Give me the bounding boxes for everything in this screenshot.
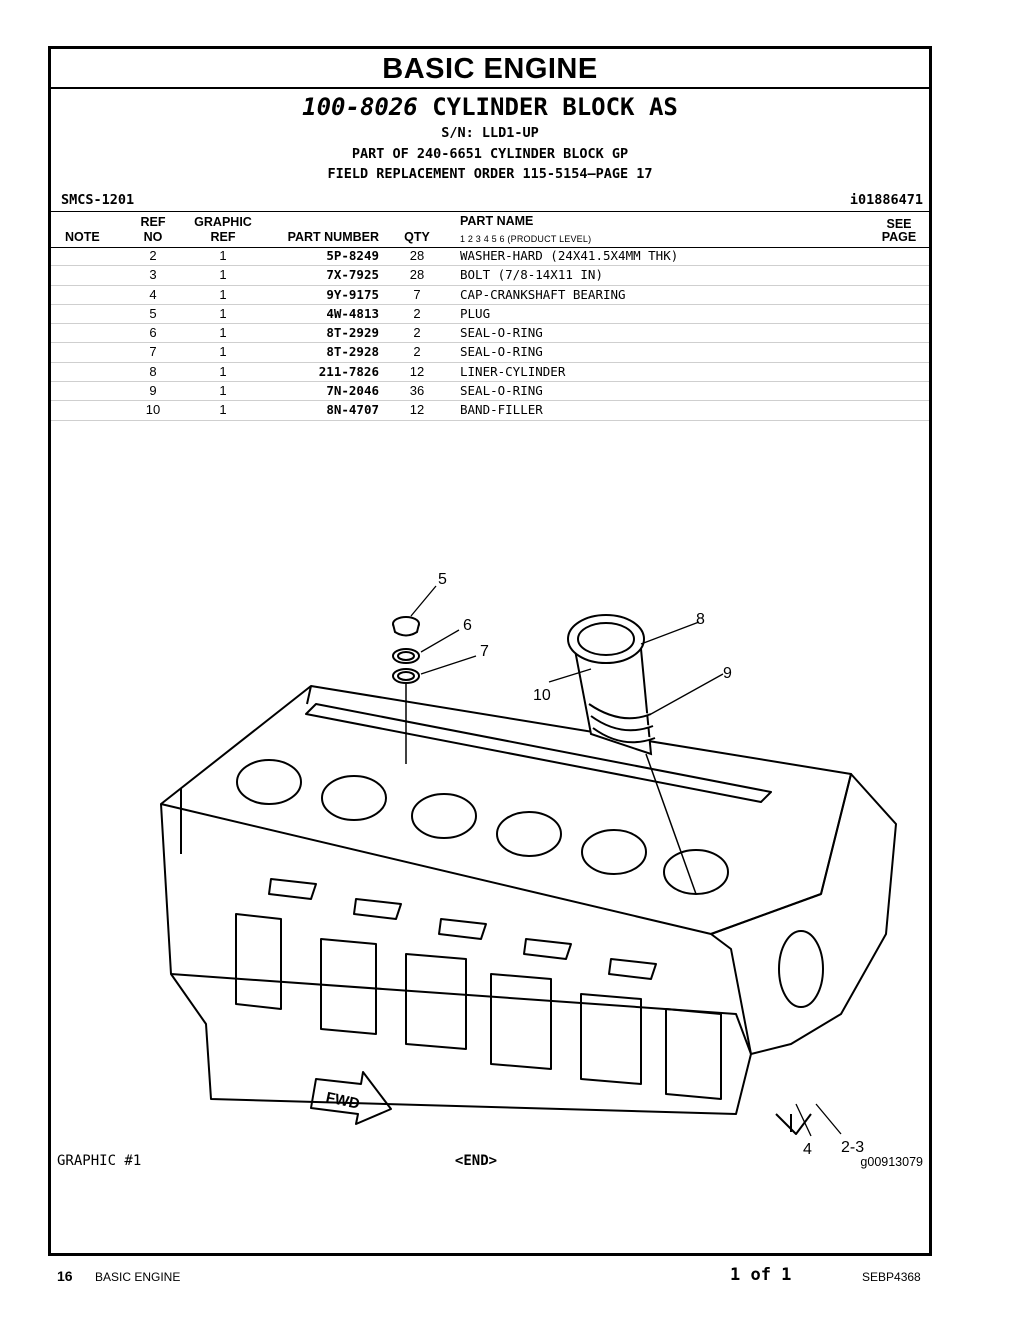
callout-10: 10 [533,687,551,704]
callout-9: 9 [723,665,732,682]
table-row [51,324,929,343]
graphic-label: GRAPHIC #1 [57,1153,142,1169]
part-heading [51,93,929,121]
quantity: 28 [409,267,425,283]
graphic-ref: 1 [219,267,227,283]
quantity: 36 [409,383,425,399]
col-ref-top: REF [140,215,166,229]
serial-number: S/N: LLD1-UP [441,125,539,141]
part-number: 4W-4813 [326,305,379,321]
col-graphic-bottom: REF [210,230,236,244]
table-row [51,401,929,420]
quantity: 2 [413,305,421,321]
callout-2-3: 2-3 [841,1139,865,1156]
section-title: BASIC ENGINE [51,49,929,89]
col-graphic-top: GRAPHIC [194,215,252,229]
part-number: 5P-8249 [326,248,379,263]
ref-no: 6 [149,325,157,341]
assembly-title: CYLINDER BLOCK AS [432,93,678,121]
block-top-deck [161,686,851,934]
callout-6: 6 [463,617,472,634]
part-name: PLUG [460,305,491,321]
product-level-scale: 1 2 3 4 5 6 (PRODUCT LEVEL) [460,234,592,244]
ref-no: 10 [145,402,161,418]
ref-no: 3 [149,267,157,283]
graphic-ref: 1 [219,325,227,341]
cylinder-block-drawing [151,554,911,1158]
parts-table [51,247,929,421]
header-divider [51,211,929,212]
cylinder-bore [412,794,476,838]
page-frame [48,46,932,1256]
part-of-group: PART OF 240-6651 CYLINDER BLOCK GP [351,146,629,162]
fwd-label: FWD [324,1089,362,1113]
cylinder-bore [664,850,728,894]
part-name: CAP-CRANKSHAFT BEARING [460,286,626,302]
col-qty: QTY [404,230,430,244]
part-name: BAND-FILLER [460,402,543,418]
table-row [51,343,929,362]
callout-4: 4 [803,1141,812,1158]
smcs-code: SMCS-1201 [61,192,135,208]
graphic-ref: 1 [219,363,227,379]
cylinder-bore [582,830,646,874]
part-name: SEAL-O-RING [460,344,543,360]
footer-page-number: 16 [57,1268,73,1284]
part-name: SEAL-O-RING [460,325,543,341]
callout-7: 7 [480,643,489,660]
cylinder-bore [497,812,561,856]
table-row [51,363,929,382]
part-name: LINER-CYLINDER [460,363,566,379]
ref-no: 5 [149,305,157,321]
ref-no: 9 [149,383,157,399]
part-number: 7X-7925 [326,267,379,283]
table-row [51,382,929,401]
graphic-ref: 1 [219,248,227,263]
table-row [51,266,929,285]
col-ref-bottom: NO [143,230,163,244]
graphic-ref: 1 [219,344,227,360]
part-number: 8T-2929 [326,325,379,341]
ref-no: 2 [149,248,157,263]
part-number: 211-7826 [318,363,379,379]
cylinder-bore [237,760,301,804]
part-number: 7N-2046 [326,383,379,399]
field-replacement-order: FIELD REPLACEMENT ORDER 115-5154—PAGE 17 [327,166,653,182]
col-part-number: PART NUMBER [287,230,379,244]
graphic-ref: 1 [219,286,227,302]
col-note: NOTE [65,230,100,244]
ref-no: 7 [149,344,157,360]
table-row [51,286,929,305]
graphic-ref: 1 [219,305,227,321]
part-name: BOLT (7/8-14X11 IN) [460,267,603,283]
quantity: 28 [409,248,425,263]
part-number: 8T-2928 [326,344,379,360]
footer-doc-id: SEBP4368 [862,1270,921,1284]
col-part-name: PART NAME [460,214,534,228]
illustration-id: i01886471 [849,192,923,208]
quantity: 7 [413,286,421,302]
callout-8: 8 [696,611,705,628]
assembly-part-number: 100-8026 [302,93,418,121]
part-name: SEAL-O-RING [460,383,543,399]
table-row [51,305,929,324]
graphic-id: g00913079 [860,1155,923,1169]
callout-5: 5 [438,571,447,588]
col-see-top: SEE [886,217,912,231]
quantity: 12 [409,363,425,379]
part-name: WASHER-HARD (24X41.5X4MM THK) [460,248,679,263]
part-number: 8N-4707 [326,402,379,418]
footer-section: BASIC ENGINE [95,1270,181,1284]
quantity: 12 [409,402,425,418]
cylinder-bore [322,776,386,820]
table-row [51,247,929,266]
graphic-ref: 1 [219,402,227,418]
graphic-ref: 1 [219,383,227,399]
end-label: <END> [454,1153,498,1169]
ref-no: 4 [149,286,157,302]
part-number: 9Y-9175 [326,286,379,302]
quantity: 2 [413,344,421,360]
footer-page-of: 1 of 1 [730,1265,792,1285]
col-see-bottom: PAGE [881,230,917,244]
ref-no: 8 [149,363,157,379]
quantity: 2 [413,325,421,341]
